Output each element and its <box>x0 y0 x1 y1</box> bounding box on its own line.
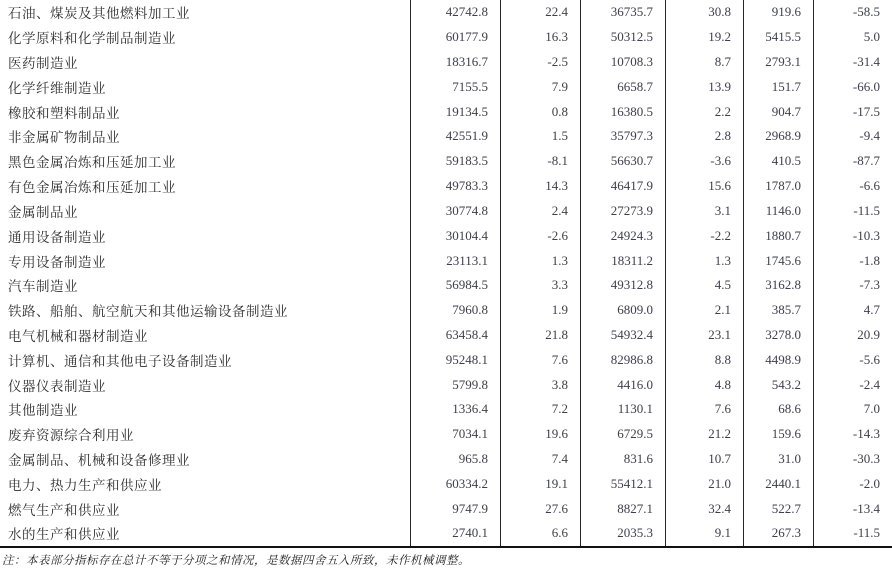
industry-label: 橡胶和塑料制品业 <box>8 105 120 121</box>
table-row <box>0 496 892 521</box>
value-cell-4: 7.6 <box>665 397 743 422</box>
value-cell-6: -7.3 <box>813 273 892 298</box>
value-cell-3: 831.6 <box>580 447 665 472</box>
value-cell-4: -2.2 <box>665 223 743 248</box>
table-row <box>0 174 892 199</box>
value-cell-3: 2035.3 <box>580 521 665 546</box>
value-cell-4: 10.7 <box>665 447 743 472</box>
table-row <box>0 298 892 323</box>
value-cell-2: 1.9 <box>500 298 580 323</box>
value-cell-1: 30774.8 <box>410 199 500 224</box>
value-cell-5: 3278.0 <box>743 323 813 348</box>
value-cell-4: 23.1 <box>665 323 743 348</box>
value-cell-2: 7.9 <box>500 74 580 99</box>
value-cell-3: 6658.7 <box>580 74 665 99</box>
industry-label: 黑色金属冶炼和压延加工业 <box>8 155 176 171</box>
value-cell-5: 1745.6 <box>743 248 813 273</box>
table-row <box>0 471 892 496</box>
value-cell-5: 919.6 <box>743 0 813 25</box>
industry-label: 专用设备制造业 <box>8 254 106 270</box>
table-row <box>0 149 892 174</box>
industry-label: 计算机、通信和其他电子设备制造业 <box>8 353 232 369</box>
industry-label: 燃气生产和供应业 <box>8 502 120 518</box>
value-cell-3: 27273.9 <box>580 199 665 224</box>
value-cell-6: -6.6 <box>813 174 892 199</box>
value-cell-3: 49312.8 <box>580 273 665 298</box>
industry-label: 化学纤维制造业 <box>8 80 106 96</box>
value-cell-5: 2440.1 <box>743 471 813 496</box>
table-row <box>0 223 892 248</box>
value-cell-6: -10.3 <box>813 223 892 248</box>
table-row <box>0 74 892 99</box>
table-row <box>0 521 892 546</box>
value-cell-1: 1336.4 <box>410 397 500 422</box>
value-cell-1: 7960.8 <box>410 298 500 323</box>
value-cell-4: 32.4 <box>665 496 743 521</box>
industry-label: 非金属矿物制品业 <box>8 130 120 146</box>
value-cell-1: 18316.7 <box>410 50 500 75</box>
value-cell-6: -58.5 <box>813 0 892 25</box>
table-row <box>0 50 892 75</box>
value-cell-1: 42551.9 <box>410 124 500 149</box>
value-cell-6: -11.5 <box>813 199 892 224</box>
value-cell-2: 7.4 <box>500 447 580 472</box>
value-cell-1: 56984.5 <box>410 273 500 298</box>
value-cell-1: 965.8 <box>410 447 500 472</box>
value-cell-3: 54932.4 <box>580 323 665 348</box>
value-cell-3: 8827.1 <box>580 496 665 521</box>
value-cell-2: 7.2 <box>500 397 580 422</box>
value-cell-3: 4416.0 <box>580 372 665 397</box>
value-cell-4: 30.8 <box>665 0 743 25</box>
value-cell-2: -8.1 <box>500 149 580 174</box>
industry-label: 有色金属冶炼和压延加工业 <box>8 180 176 196</box>
table-row <box>0 273 892 298</box>
value-cell-3: 36735.7 <box>580 0 665 25</box>
value-cell-3: 1130.1 <box>580 397 665 422</box>
value-cell-3: 6809.0 <box>580 298 665 323</box>
industry-label: 水的生产和供应业 <box>8 527 120 543</box>
value-cell-6: -31.4 <box>813 50 892 75</box>
value-cell-4: 21.0 <box>665 471 743 496</box>
value-cell-6: -11.5 <box>813 521 892 546</box>
table-row <box>0 0 892 25</box>
value-cell-1: 7155.5 <box>410 74 500 99</box>
value-cell-5: 68.6 <box>743 397 813 422</box>
value-cell-6: 7.0 <box>813 397 892 422</box>
value-cell-1: 95248.1 <box>410 347 500 372</box>
industry-label: 废弃资源综合利用业 <box>8 428 134 444</box>
value-cell-6: 20.9 <box>813 323 892 348</box>
value-cell-6: -2.4 <box>813 372 892 397</box>
value-cell-3: 24924.3 <box>580 223 665 248</box>
value-cell-6: -17.5 <box>813 99 892 124</box>
industry-label: 化学原料和化学制品制造业 <box>8 31 176 47</box>
value-cell-2: 3.3 <box>500 273 580 298</box>
value-cell-6: -9.4 <box>813 124 892 149</box>
value-cell-4: 2.2 <box>665 99 743 124</box>
value-cell-5: 5415.5 <box>743 25 813 50</box>
value-cell-3: 6729.5 <box>580 422 665 447</box>
value-cell-6: -5.6 <box>813 347 892 372</box>
value-cell-1: 30104.4 <box>410 223 500 248</box>
value-cell-6: -14.3 <box>813 422 892 447</box>
table-row <box>0 248 892 273</box>
value-cell-5: 904.7 <box>743 99 813 124</box>
value-cell-1: 60334.2 <box>410 471 500 496</box>
value-cell-5: 522.7 <box>743 496 813 521</box>
value-cell-4: 2.8 <box>665 124 743 149</box>
table-row <box>0 124 892 149</box>
value-cell-2: 7.6 <box>500 347 580 372</box>
value-cell-1: 49783.3 <box>410 174 500 199</box>
value-cell-2: 1.3 <box>500 248 580 273</box>
value-cell-4: 13.9 <box>665 74 743 99</box>
industry-label: 金属制品业 <box>8 204 78 220</box>
industry-label: 其他制造业 <box>8 403 78 419</box>
value-cell-1: 19134.5 <box>410 99 500 124</box>
industry-label: 汽车制造业 <box>8 279 78 295</box>
value-cell-5: 543.2 <box>743 372 813 397</box>
value-cell-1: 5799.8 <box>410 372 500 397</box>
value-cell-4: 8.7 <box>665 50 743 75</box>
value-cell-5: 151.7 <box>743 74 813 99</box>
value-cell-4: -3.6 <box>665 149 743 174</box>
value-cell-5: 4498.9 <box>743 347 813 372</box>
table-row <box>0 347 892 372</box>
industry-label: 仪器仪表制造业 <box>8 378 106 394</box>
table-row <box>0 323 892 348</box>
value-cell-2: 19.1 <box>500 471 580 496</box>
value-cell-4: 3.1 <box>665 199 743 224</box>
value-cell-1: 9747.9 <box>410 496 500 521</box>
table-row <box>0 397 892 422</box>
value-cell-2: 21.8 <box>500 323 580 348</box>
value-cell-5: 385.7 <box>743 298 813 323</box>
table-row <box>0 447 892 472</box>
value-cell-1: 7034.1 <box>410 422 500 447</box>
value-cell-2: 19.6 <box>500 422 580 447</box>
value-cell-4: 15.6 <box>665 174 743 199</box>
value-cell-3: 10708.3 <box>580 50 665 75</box>
table-row <box>0 99 892 124</box>
table-footnote: 注：本表部分指标存在总计不等于分项之和情况，是数据四舍五入所致，未作机械调整。 <box>2 555 470 567</box>
value-cell-4: 4.5 <box>665 273 743 298</box>
industry-label: 电力、热力生产和供应业 <box>8 477 162 493</box>
value-cell-3: 18311.2 <box>580 248 665 273</box>
table-row <box>0 25 892 50</box>
value-cell-6: -2.0 <box>813 471 892 496</box>
value-cell-1: 2740.1 <box>410 521 500 546</box>
value-cell-4: 21.2 <box>665 422 743 447</box>
industry-label: 石油、煤炭及其他燃料加工业 <box>8 6 190 22</box>
value-cell-3: 55412.1 <box>580 471 665 496</box>
value-cell-4: 19.2 <box>665 25 743 50</box>
industry-label: 铁路、船舶、航空航天和其他运输设备制造业 <box>8 304 288 320</box>
value-cell-2: 0.8 <box>500 99 580 124</box>
table-row <box>0 199 892 224</box>
value-cell-5: 1146.0 <box>743 199 813 224</box>
value-cell-1: 60177.9 <box>410 25 500 50</box>
value-cell-6: -66.0 <box>813 74 892 99</box>
value-cell-2: 14.3 <box>500 174 580 199</box>
value-cell-3: 50312.5 <box>580 25 665 50</box>
value-cell-5: 267.3 <box>743 521 813 546</box>
industry-label: 电气机械和器材制造业 <box>8 328 148 344</box>
value-cell-2: 3.8 <box>500 372 580 397</box>
value-cell-6: -30.3 <box>813 447 892 472</box>
value-cell-1: 23113.1 <box>410 248 500 273</box>
value-cell-5: 2793.1 <box>743 50 813 75</box>
value-cell-2: 6.6 <box>500 521 580 546</box>
value-cell-6: 5.0 <box>813 25 892 50</box>
value-cell-3: 35797.3 <box>580 124 665 149</box>
value-cell-5: 31.0 <box>743 447 813 472</box>
value-cell-2: 22.4 <box>500 0 580 25</box>
value-cell-4: 9.1 <box>665 521 743 546</box>
value-cell-5: 3162.8 <box>743 273 813 298</box>
table-row <box>0 422 892 447</box>
value-cell-1: 59183.5 <box>410 149 500 174</box>
value-cell-2: 1.5 <box>500 124 580 149</box>
value-cell-2: 27.6 <box>500 496 580 521</box>
value-cell-5: 159.6 <box>743 422 813 447</box>
value-cell-6: -1.8 <box>813 248 892 273</box>
value-cell-4: 2.1 <box>665 298 743 323</box>
value-cell-3: 56630.7 <box>580 149 665 174</box>
value-cell-6: -13.4 <box>813 496 892 521</box>
table-row <box>0 372 892 397</box>
value-cell-2: 2.4 <box>500 199 580 224</box>
value-cell-6: -87.7 <box>813 149 892 174</box>
value-cell-2: -2.5 <box>500 50 580 75</box>
value-cell-4: 8.8 <box>665 347 743 372</box>
value-cell-5: 410.5 <box>743 149 813 174</box>
value-cell-3: 16380.5 <box>580 99 665 124</box>
value-cell-5: 1787.0 <box>743 174 813 199</box>
value-cell-1: 63458.4 <box>410 323 500 348</box>
value-cell-5: 1880.7 <box>743 223 813 248</box>
value-cell-4: 4.8 <box>665 372 743 397</box>
value-cell-3: 82986.8 <box>580 347 665 372</box>
value-cell-2: -2.6 <box>500 223 580 248</box>
value-cell-5: 2968.9 <box>743 124 813 149</box>
value-cell-3: 46417.9 <box>580 174 665 199</box>
value-cell-1: 42742.8 <box>410 0 500 25</box>
industry-label: 医药制造业 <box>8 56 78 72</box>
industry-label: 金属制品、机械和设备修理业 <box>8 453 190 469</box>
value-cell-2: 16.3 <box>500 25 580 50</box>
industry-label: 通用设备制造业 <box>8 229 106 245</box>
value-cell-6: 4.7 <box>813 298 892 323</box>
value-cell-4: 1.3 <box>665 248 743 273</box>
